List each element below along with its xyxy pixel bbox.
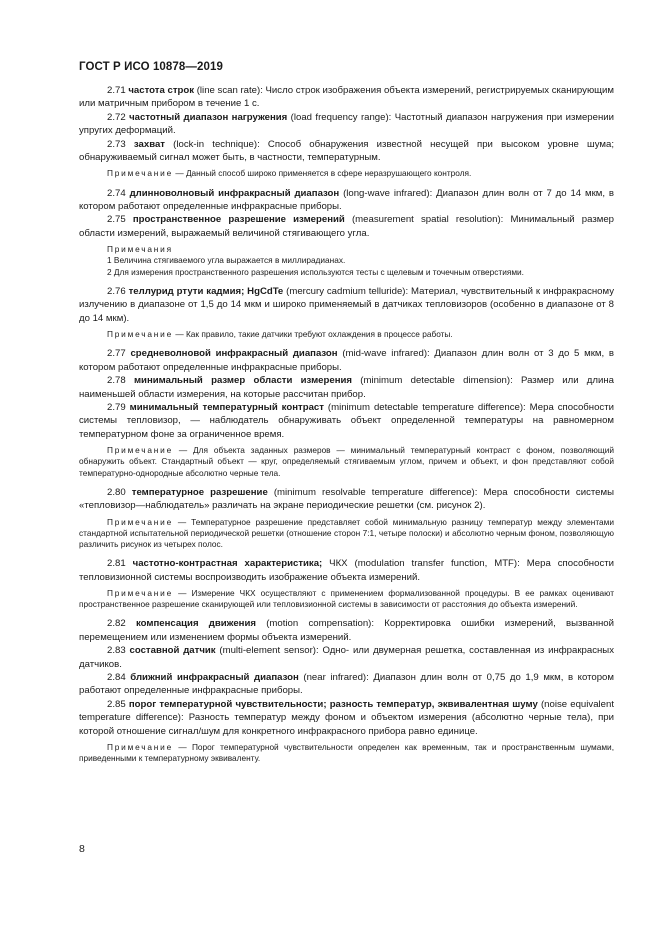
- term-definition: (multi-element sensor): Одно- или двумерная решетка, составленная из инфракрасных датчиков.: [79, 645, 614, 670]
- term-title: составной датчик: [129, 645, 216, 657]
- term-number: 2.85: [107, 698, 126, 710]
- term-number: 2.76: [107, 285, 126, 297]
- term-title: ближний инфракрасный диапазон: [130, 672, 299, 684]
- term-number: 2.81: [107, 558, 126, 570]
- term-entry-2-74: [79, 187, 614, 214]
- term-definition: (near infrared): Диапазон длин волн от 0,75 до 1,9 мкм, в котором работают определенные инфракрасные приборы.: [79, 672, 614, 697]
- term-entry-2-73: [79, 138, 614, 165]
- term-number: 2.74: [107, 187, 126, 199]
- term-number: 2.84: [107, 672, 126, 684]
- note-text: — Как правило, такие датчики требуют охлаждения в процессе работы.: [173, 329, 453, 340]
- standard-header: ГОСТ Р ИСО 10878—2019: [79, 61, 224, 73]
- note-label: Примечание: [107, 329, 174, 340]
- note-2-81: [79, 588, 614, 610]
- term-definition: (long-wave infrared): Диапазон длин волн от 7 до 14 мкм, в котором работают определенные инфракрасные приборы.: [79, 187, 614, 213]
- term-title: частота строк: [128, 85, 195, 96]
- term-entry-2-80: [79, 486, 614, 513]
- term-title: пространственное разрешение измерений: [132, 214, 345, 226]
- term-title: средневолновой инфракрасный диапазон: [130, 348, 338, 360]
- term-title: частотный диапазон нагружения: [129, 111, 288, 123]
- note-label: Примечание: [107, 742, 174, 753]
- note-text: — Температурное разрешение представляет собой минимальную разницу температур между элементами стандартной испытательной периодической решетки (отношение сторон 7:1, четыре полоски) и абсолютно черным фоном, позволяющую различить рисунок из четырех полос.: [79, 516, 614, 549]
- term-entry-2-72: [79, 111, 614, 138]
- note-2-85: [79, 742, 614, 764]
- term-entry-2-71: [79, 84, 614, 111]
- note-2-75-item-2: 2 Для измерения пространственного разрешения используются тесты с щелевым и точечным отверстиями.: [107, 266, 524, 277]
- term-definition: (minimum detectable temperature difference): Мера способности системы тепловизор, — наблюдатель обнаруживать объект определенной температуры на равномерном температурном фоне за ограниченное время.: [79, 401, 614, 440]
- note-text: — Порог температурной чувствительности определен как временным, так и пространственным шумами, приведенными к температурному эквиваленту.: [79, 742, 614, 764]
- term-definition: (line scan rate): Число строк изображения объекта измерений, регистрируемых сканирующим или матричным прибором в течение 1 с.: [79, 85, 614, 110]
- term-definition: ЧКХ (modulation transfer function, MTF): Мера способности тепловизионной системы воспроизводить изображение объекта измерений.: [79, 558, 614, 583]
- term-title: длинноволновый инфракрасный диапазон: [129, 187, 340, 199]
- term-entry-2-75: [79, 213, 614, 240]
- term-definition: (mercury cadmium telluride): Материал, чувствительный к инфракрасному излучению в диапазоне от 1,5 до 14 мкм и широко применяемый в датчиках тепловизоров (особенно в диапазоне от 8 до 14 мкм).: [79, 285, 614, 324]
- term-title: температурное разрешение: [131, 486, 268, 498]
- term-title: частотно-контрастная характеристика;: [132, 558, 323, 570]
- term-number: 2.78: [107, 375, 126, 387]
- terms-content: [79, 84, 614, 764]
- term-number: 2.72: [107, 111, 126, 123]
- note-2-76: [79, 329, 614, 340]
- term-definition: (load frequency range): Частотный диапазон нагружения при измерении упругих деформаций.: [79, 111, 614, 137]
- term-definition: (noise equivalent temperature difference): Разность температур между фоном и объектом измерения (абсолютно черные тела), при которой отношение сигнал/шум для конкретного инфракрасного прибора равно единице.: [79, 698, 614, 737]
- term-entry-2-83: [79, 644, 614, 671]
- note-2-75-item-1: 1 Величина стягиваемого угла выражается в миллирадианах.: [107, 255, 346, 266]
- term-title: компенсация движения: [135, 618, 256, 630]
- term-entry-2-76: [79, 285, 614, 325]
- note-text: — Измерение ЧКХ осуществляют с применением формализованной процедуры. В ее рамках оценивают пространственное разрешение сканирующей или тепловизионной системы в зависимости от расстояния до объекта измерений.: [79, 587, 614, 610]
- term-number: 2.71: [107, 85, 126, 96]
- term-number: 2.79: [107, 401, 126, 413]
- term-entry-2-85: [79, 698, 614, 738]
- term-definition: (mid-wave infrared): Диапазон длин волн от 3 до 5 мкм, в котором работают определенные инфракрасные приборы.: [79, 348, 614, 373]
- note-label: Примечание: [107, 168, 174, 179]
- term-number: 2.83: [107, 645, 126, 657]
- term-title: захват: [133, 138, 165, 150]
- term-definition: (measurement spatial resolution): Минимальный размер области измерений, выражаемый величиной стягивающего угла.: [79, 214, 614, 239]
- term-definition: (motion compensation): Корректировка ошибки измерений, вызванной перемещением или изменением формы объекта измерений.: [79, 618, 614, 643]
- note-label: Примечание: [107, 587, 174, 598]
- term-title: теллурид ртути кадмия; HgCdTe: [128, 285, 284, 297]
- term-entry-2-79: [79, 401, 614, 441]
- term-entry-2-81: [79, 557, 614, 584]
- term-number: 2.82: [107, 618, 126, 630]
- term-title: порог температурной чувствительности; разность температур, эквивалентная шуму: [128, 698, 538, 710]
- note-2-79: [79, 445, 614, 479]
- note-text: — Для объекта заданных размеров — минимальный температурный контраст с фоном, позволяющий обнаружить объект. Стандартный объект — круг, определяемый стягиваемым углом, причем и объект, и фон представляют собой температурно-однородные абсолютно черные тела.: [79, 445, 614, 478]
- term-title: минимальный температурный контраст: [129, 401, 324, 413]
- term-title: минимальный размер области измерения: [133, 375, 352, 387]
- note-label: Примечание: [107, 516, 174, 527]
- term-entry-2-77: [79, 347, 614, 374]
- term-definition: (lock-in technique): Способ обнаружения известной несущей при высоком уровне шума; обнаруживаемый сигнал может быть, в частности, температурным.: [79, 138, 614, 164]
- term-number: 2.80: [107, 486, 126, 498]
- note-text: — Данный способ широко применяется в сфере неразрушающего контроля.: [173, 168, 472, 179]
- note-2-80: [79, 517, 614, 551]
- notes-2-75-label: [79, 244, 614, 255]
- term-definition: (minimum resolvable temperature difference): Мера способности системы «тепловизор—наблюдатель» различать на экране периодические решетки (см. рисунок 2).: [79, 486, 614, 512]
- term-entry-2-78: [79, 374, 614, 401]
- term-number: 2.75: [107, 214, 126, 226]
- page-number: 8: [79, 843, 85, 855]
- term-entry-2-84: [79, 671, 614, 698]
- term-number: 2.77: [107, 348, 126, 360]
- term-definition: (minimum detectable dimension): Размер или длина наименьшей области измерения, на которые рассчитан прибор.: [79, 375, 614, 400]
- term-number: 2.73: [107, 138, 126, 150]
- note-label: Примечания: [107, 244, 173, 255]
- term-entry-2-82: [79, 617, 614, 644]
- note-label: Примечание: [107, 445, 174, 456]
- note-2-73: [79, 168, 614, 179]
